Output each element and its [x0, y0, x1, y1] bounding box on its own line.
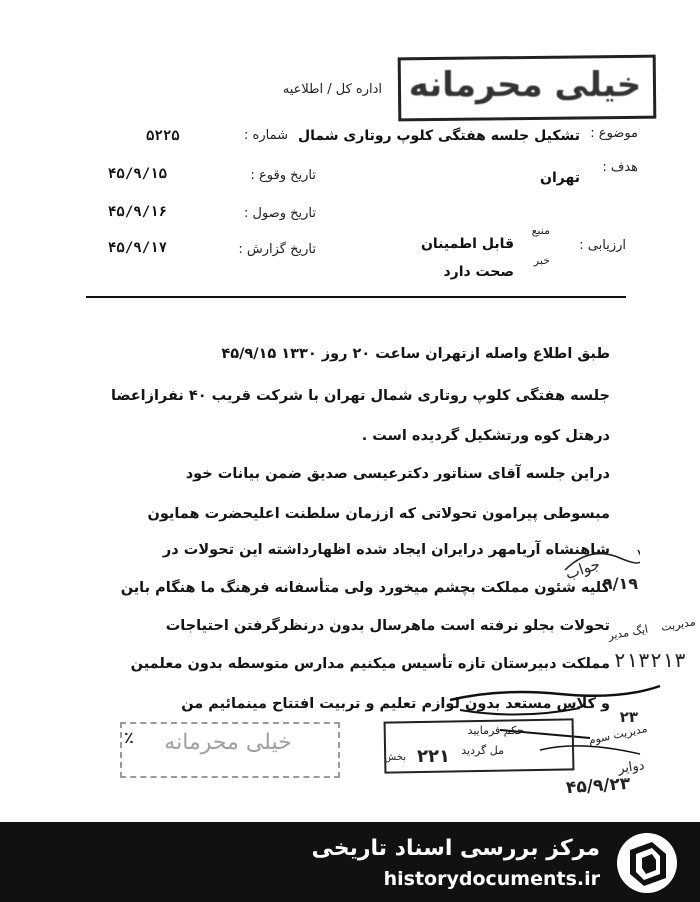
margin-side-number-2: ۲۳: [619, 708, 638, 726]
report-date-value: ۴۵/۹/۱۷: [108, 240, 168, 256]
receipt-date-value: ۴۵/۹/۱۶: [108, 204, 168, 220]
header-divider: [86, 296, 626, 298]
body-line-10: و کلاس مستعد بدون لوازم تعلیم و تربیت افتتاح مینمائیم من: [181, 696, 610, 712]
target-label: هدف :: [602, 160, 638, 175]
number-value: ۵۲۲۵: [146, 128, 180, 144]
faint-classification-stamp-text: خیلی محرمانه: [164, 730, 292, 755]
news-label: خبر: [533, 254, 550, 267]
subject-value: تشکیل جلسه هفتگی کلوپ روتاری شمال: [298, 128, 580, 144]
registration-stamp-sub: بخش: [384, 752, 406, 763]
receipt-date-label: تاریخ وصول :: [244, 206, 316, 221]
evaluation-label: ارزیابی :: [579, 238, 626, 253]
event-date-label: تاریخ وقوع :: [250, 168, 316, 183]
margin-side-number: ۲۱۳۲۱۳: [613, 648, 686, 672]
source-value: قابل اطمینان: [420, 236, 514, 252]
margin-side-line-4: دوایر: [616, 758, 645, 777]
body-line-7: کلیه شئون مملکت بچشم میخورد ولی متأسفانه فرهنگ ما هنگام باین: [120, 580, 610, 596]
news-value: صحت دارد: [443, 264, 514, 280]
footer-title: مرکز بررسی اسناد تاریخی: [311, 836, 600, 861]
margin-side-line-1: مدیریت: [660, 615, 697, 634]
reply-scribble-icon: [560, 540, 640, 580]
event-date-value: ۴۵/۹/۱۵: [108, 166, 168, 182]
body-line-2: جلسه هفتگی کلوپ روتاری شمال تهران با شرکت قریب ۴۰ نفرازاعضا: [111, 388, 610, 404]
registration-stamp-line-2: مل گردید: [461, 744, 504, 757]
body-line-6: شاهنشاه آریامهر درایران ایجاد شده اظهارداشته این تحولات در: [162, 542, 610, 558]
target-value: تهران: [540, 170, 580, 186]
body-line-5: مبسوطی پیرامون تحولاتی که اززمان سلطنت اعلیحضرت همایون: [147, 506, 610, 522]
footer-bar: [0, 822, 700, 902]
registration-stamp-line-1: حکم فرمایید: [467, 724, 524, 737]
body-line-1: طبق اطلاع واصله ازتهران ساعت ۲۰ روز ۱۳۳۰ ۴۵/۹/۱۵: [221, 346, 610, 362]
body-line-8: تحولات بجلو نرفته است ماهرسال بدون درنظرگرفتن احتیاجات: [165, 618, 610, 634]
body-line-4: دراین جلسه آقای سناتور دکترعیسی صدیق ضمن بیانات خود: [185, 466, 610, 482]
body-line-9: مملکت دبیرستان تازه تأسیس میکنیم مدارس متوسطه بدون معلمین: [130, 656, 610, 672]
classification-stamp-text: خیلی محرمانه: [408, 65, 642, 105]
footer-url: historydocuments.ir: [383, 868, 600, 890]
handwritten-date: ۴۵/۹/۲۳: [565, 773, 631, 799]
margin-side-line-3: مدیریت سوم: [587, 721, 649, 748]
asterisk-mark: ٪: [124, 728, 134, 747]
margin-note-reply: جواب: [562, 554, 602, 584]
margin-side-line-2: ایگ مدیر: [606, 622, 649, 643]
number-label: شماره :: [244, 128, 288, 143]
registration-stamp-number: ۲۲۱: [417, 746, 450, 767]
subject-label: موضوع :: [590, 126, 638, 141]
notice-label: اداره‌ کل / اطلاعیه: [282, 82, 382, 97]
body-line-3: درهتل کوه ورتشکیل گردیده است .: [361, 428, 610, 444]
archive-logo-icon: [612, 828, 682, 898]
margin-note-date: ۹/۱۹: [602, 574, 638, 593]
source-label: منبع: [531, 224, 550, 237]
report-date-label: تاریخ گزارش :: [238, 242, 316, 257]
